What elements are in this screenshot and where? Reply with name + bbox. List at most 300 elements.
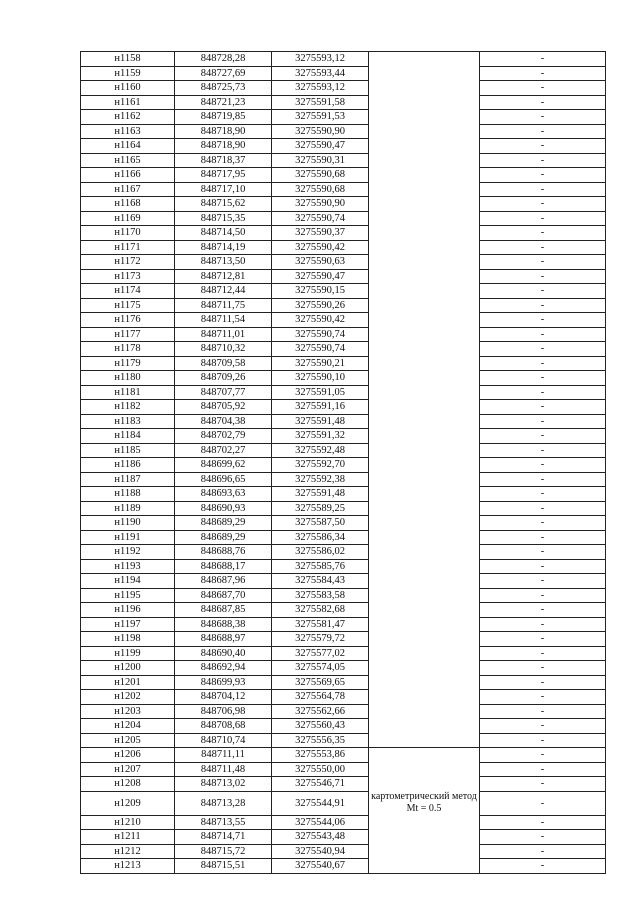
- x-coordinate-cell: 848718,90: [175, 139, 272, 154]
- coordinates-table: [80, 51, 606, 874]
- y-coordinate-cell: 3275590,15: [272, 284, 369, 299]
- point-id-cell: н1206: [81, 748, 175, 763]
- y-coordinate-cell: 3275590,47: [272, 269, 369, 284]
- method-cell: [369, 748, 480, 763]
- error-cell: -: [480, 675, 606, 690]
- y-coordinate-cell: 3275591,58: [272, 95, 369, 110]
- y-coordinate-cell: 3275543,48: [272, 830, 369, 845]
- table-row: [81, 110, 606, 125]
- point-id-cell: н1209: [81, 791, 175, 815]
- method-cell: [369, 574, 480, 589]
- y-coordinate-cell: 3275574,05: [272, 661, 369, 676]
- method-cell: [369, 443, 480, 458]
- point-id-cell: н1168: [81, 197, 175, 212]
- error-cell: -: [480, 182, 606, 197]
- method-cell: [369, 791, 480, 815]
- y-coordinate-cell: 3275586,34: [272, 530, 369, 545]
- y-coordinate-cell: 3275592,48: [272, 443, 369, 458]
- y-coordinate-cell: 3275590,63: [272, 255, 369, 270]
- point-id-cell: н1159: [81, 66, 175, 81]
- x-coordinate-cell: 848711,48: [175, 762, 272, 777]
- error-cell: -: [480, 815, 606, 830]
- y-coordinate-cell: 3275546,71: [272, 777, 369, 792]
- point-id-cell: н1196: [81, 603, 175, 618]
- error-cell: -: [480, 95, 606, 110]
- method-cell: [369, 487, 480, 502]
- point-id-cell: н1213: [81, 859, 175, 874]
- table-row: [81, 66, 606, 81]
- point-id-cell: н1193: [81, 559, 175, 574]
- table-row: [81, 269, 606, 284]
- method-cell: [369, 815, 480, 830]
- error-cell: -: [480, 777, 606, 792]
- point-id-cell: н1178: [81, 342, 175, 357]
- method-cell: [369, 429, 480, 444]
- method-cell: [369, 182, 480, 197]
- table-row: [81, 859, 606, 874]
- table-row: [81, 719, 606, 734]
- y-coordinate-cell: 3275581,47: [272, 617, 369, 632]
- y-coordinate-cell: 3275590,26: [272, 298, 369, 313]
- x-coordinate-cell: 848689,29: [175, 516, 272, 531]
- x-coordinate-cell: 848718,37: [175, 153, 272, 168]
- point-id-cell: н1162: [81, 110, 175, 125]
- x-coordinate-cell: 848709,26: [175, 371, 272, 386]
- table-row: [81, 371, 606, 386]
- method-cell: [369, 733, 480, 748]
- point-id-cell: н1177: [81, 327, 175, 342]
- x-coordinate-cell: 848719,85: [175, 110, 272, 125]
- y-coordinate-cell: 3275591,53: [272, 110, 369, 125]
- table-row: [81, 588, 606, 603]
- y-coordinate-cell: 3275591,48: [272, 414, 369, 429]
- point-id-cell: н1197: [81, 617, 175, 632]
- method-cell: [369, 110, 480, 125]
- point-id-cell: н1181: [81, 385, 175, 400]
- table-row: [81, 472, 606, 487]
- x-coordinate-cell: 848715,35: [175, 211, 272, 226]
- y-coordinate-cell: 3275590,31: [272, 153, 369, 168]
- point-id-cell: н1201: [81, 675, 175, 690]
- error-cell: -: [480, 385, 606, 400]
- y-coordinate-cell: 3275550,00: [272, 762, 369, 777]
- point-id-cell: н1187: [81, 472, 175, 487]
- x-coordinate-cell: 848704,12: [175, 690, 272, 705]
- method-cell: [369, 327, 480, 342]
- method-cell: [369, 545, 480, 560]
- method-cell: [369, 255, 480, 270]
- point-id-cell: н1192: [81, 545, 175, 560]
- error-cell: -: [480, 327, 606, 342]
- table-row: [81, 815, 606, 830]
- table-row: [81, 733, 606, 748]
- method-cell: [369, 400, 480, 415]
- table-row: [81, 704, 606, 719]
- table-row: [81, 342, 606, 357]
- error-cell: -: [480, 588, 606, 603]
- method-cell: [369, 211, 480, 226]
- x-coordinate-cell: 848712,81: [175, 269, 272, 284]
- table-row: [81, 830, 606, 845]
- x-coordinate-cell: 848710,32: [175, 342, 272, 357]
- method-cell: [369, 690, 480, 705]
- x-coordinate-cell: 848704,38: [175, 414, 272, 429]
- x-coordinate-cell: 848714,71: [175, 830, 272, 845]
- y-coordinate-cell: 3275590,68: [272, 168, 369, 183]
- x-coordinate-cell: 848688,97: [175, 632, 272, 647]
- table-row: [81, 240, 606, 255]
- error-cell: -: [480, 313, 606, 328]
- y-coordinate-cell: 3275592,70: [272, 458, 369, 473]
- table-row: [81, 690, 606, 705]
- point-id-cell: н1167: [81, 182, 175, 197]
- y-coordinate-cell: 3275591,05: [272, 385, 369, 400]
- point-id-cell: н1199: [81, 646, 175, 661]
- point-id-cell: н1163: [81, 124, 175, 139]
- x-coordinate-cell: 848688,38: [175, 617, 272, 632]
- error-cell: -: [480, 574, 606, 589]
- point-id-cell: н1191: [81, 530, 175, 545]
- table-row: [81, 182, 606, 197]
- error-cell: -: [480, 859, 606, 874]
- x-coordinate-cell: 848709,58: [175, 356, 272, 371]
- method-cell: [369, 414, 480, 429]
- method-cell: [369, 226, 480, 241]
- method-cell: [369, 472, 480, 487]
- table-row: [81, 197, 606, 212]
- table-row: [81, 762, 606, 777]
- method-cell: [369, 588, 480, 603]
- table-row: [81, 443, 606, 458]
- y-coordinate-cell: 3275590,74: [272, 342, 369, 357]
- x-coordinate-cell: 848714,50: [175, 226, 272, 241]
- method-cell: [369, 298, 480, 313]
- x-coordinate-cell: 848712,44: [175, 284, 272, 299]
- y-coordinate-cell: 3275589,25: [272, 501, 369, 516]
- method-cell: [369, 356, 480, 371]
- error-cell: -: [480, 545, 606, 560]
- point-id-cell: н1204: [81, 719, 175, 734]
- y-coordinate-cell: 3275582,68: [272, 603, 369, 618]
- point-id-cell: н1185: [81, 443, 175, 458]
- error-cell: -: [480, 66, 606, 81]
- method-cell: [369, 168, 480, 183]
- error-cell: -: [480, 791, 606, 815]
- error-cell: -: [480, 211, 606, 226]
- table-row: [81, 661, 606, 676]
- point-id-cell: н1160: [81, 81, 175, 96]
- method-cell: [369, 661, 480, 676]
- table-row: [81, 313, 606, 328]
- x-coordinate-cell: 848707,77: [175, 385, 272, 400]
- x-coordinate-cell: 848715,51: [175, 859, 272, 874]
- error-cell: -: [480, 139, 606, 154]
- x-coordinate-cell: 848713,50: [175, 255, 272, 270]
- error-cell: -: [480, 661, 606, 676]
- y-coordinate-cell: 3275544,91: [272, 791, 369, 815]
- error-cell: -: [480, 269, 606, 284]
- table-row: [81, 748, 606, 763]
- point-id-cell: н1194: [81, 574, 175, 589]
- method-cell: [369, 777, 480, 792]
- table-row: [81, 168, 606, 183]
- table-row: [81, 95, 606, 110]
- x-coordinate-cell: 848702,27: [175, 443, 272, 458]
- error-cell: -: [480, 704, 606, 719]
- y-coordinate-cell: 3275593,12: [272, 52, 369, 67]
- table-row: [81, 844, 606, 859]
- table-row: [81, 139, 606, 154]
- point-id-cell: н1173: [81, 269, 175, 284]
- point-id-cell: н1189: [81, 501, 175, 516]
- method-cell: [369, 530, 480, 545]
- point-id-cell: н1164: [81, 139, 175, 154]
- table-row: [81, 791, 606, 815]
- x-coordinate-cell: 848711,54: [175, 313, 272, 328]
- error-cell: -: [480, 356, 606, 371]
- x-coordinate-cell: 848711,01: [175, 327, 272, 342]
- point-id-cell: н1179: [81, 356, 175, 371]
- error-cell: -: [480, 52, 606, 67]
- x-coordinate-cell: 848702,79: [175, 429, 272, 444]
- error-cell: -: [480, 400, 606, 415]
- x-coordinate-cell: 848688,76: [175, 545, 272, 560]
- method-cell: [369, 458, 480, 473]
- table-row: [81, 487, 606, 502]
- method-cell: [369, 385, 480, 400]
- method-cell: [369, 617, 480, 632]
- error-cell: -: [480, 603, 606, 618]
- table-row: [81, 646, 606, 661]
- y-coordinate-cell: 3275584,43: [272, 574, 369, 589]
- y-coordinate-cell: 3275590,10: [272, 371, 369, 386]
- coordinates-sheet: [80, 51, 602, 874]
- error-cell: -: [480, 458, 606, 473]
- error-cell: -: [480, 226, 606, 241]
- method-cell: [369, 719, 480, 734]
- method-cell: [369, 139, 480, 154]
- method-cell: [369, 704, 480, 719]
- error-cell: -: [480, 342, 606, 357]
- x-coordinate-cell: 848687,70: [175, 588, 272, 603]
- y-coordinate-cell: 3275590,42: [272, 313, 369, 328]
- method-cell: [369, 559, 480, 574]
- y-coordinate-cell: 3275579,72: [272, 632, 369, 647]
- x-coordinate-cell: 848690,93: [175, 501, 272, 516]
- x-coordinate-cell: 848690,40: [175, 646, 272, 661]
- x-coordinate-cell: 848687,85: [175, 603, 272, 618]
- x-coordinate-cell: 848728,28: [175, 52, 272, 67]
- point-id-cell: н1184: [81, 429, 175, 444]
- y-coordinate-cell: 3275590,74: [272, 211, 369, 226]
- y-coordinate-cell: 3275593,12: [272, 81, 369, 96]
- table-row: [81, 516, 606, 531]
- y-coordinate-cell: 3275590,90: [272, 197, 369, 212]
- error-cell: -: [480, 762, 606, 777]
- table-row: [81, 255, 606, 270]
- method-cell: [369, 762, 480, 777]
- x-coordinate-cell: 848711,75: [175, 298, 272, 313]
- error-cell: -: [480, 81, 606, 96]
- table-row: [81, 632, 606, 647]
- point-id-cell: н1176: [81, 313, 175, 328]
- y-coordinate-cell: 3275560,43: [272, 719, 369, 734]
- point-id-cell: н1165: [81, 153, 175, 168]
- error-cell: -: [480, 830, 606, 845]
- method-cell: [369, 313, 480, 328]
- error-cell: -: [480, 124, 606, 139]
- error-cell: -: [480, 284, 606, 299]
- error-cell: -: [480, 414, 606, 429]
- x-coordinate-cell: 848706,98: [175, 704, 272, 719]
- point-id-cell: н1172: [81, 255, 175, 270]
- table-row: [81, 211, 606, 226]
- point-id-cell: н1211: [81, 830, 175, 845]
- x-coordinate-cell: 848725,73: [175, 81, 272, 96]
- method-cell: [369, 52, 480, 67]
- method-cell: [369, 859, 480, 874]
- error-cell: -: [480, 748, 606, 763]
- table-row: [81, 81, 606, 96]
- x-coordinate-cell: 848714,19: [175, 240, 272, 255]
- x-coordinate-cell: 848708,68: [175, 719, 272, 734]
- point-id-cell: н1208: [81, 777, 175, 792]
- point-id-cell: н1212: [81, 844, 175, 859]
- x-coordinate-cell: 848705,92: [175, 400, 272, 415]
- table-row: [81, 385, 606, 400]
- y-coordinate-cell: 3275590,74: [272, 327, 369, 342]
- method-cell: [369, 240, 480, 255]
- method-cell: [369, 66, 480, 81]
- table-row: [81, 153, 606, 168]
- y-coordinate-cell: 3275569,65: [272, 675, 369, 690]
- y-coordinate-cell: 3275592,38: [272, 472, 369, 487]
- error-cell: -: [480, 501, 606, 516]
- point-id-cell: н1195: [81, 588, 175, 603]
- x-coordinate-cell: 848715,72: [175, 844, 272, 859]
- error-cell: -: [480, 844, 606, 859]
- y-coordinate-cell: 3275591,32: [272, 429, 369, 444]
- y-coordinate-cell: 3275585,76: [272, 559, 369, 574]
- x-coordinate-cell: 848699,62: [175, 458, 272, 473]
- error-cell: -: [480, 530, 606, 545]
- point-id-cell: н1210: [81, 815, 175, 830]
- error-cell: -: [480, 646, 606, 661]
- x-coordinate-cell: 848713,28: [175, 791, 272, 815]
- point-id-cell: н1186: [81, 458, 175, 473]
- y-coordinate-cell: 3275583,58: [272, 588, 369, 603]
- error-cell: -: [480, 168, 606, 183]
- x-coordinate-cell: 848718,90: [175, 124, 272, 139]
- x-coordinate-cell: 848711,11: [175, 748, 272, 763]
- method-cell: [369, 153, 480, 168]
- y-coordinate-cell: 3275586,02: [272, 545, 369, 560]
- x-coordinate-cell: 848710,74: [175, 733, 272, 748]
- x-coordinate-cell: 848696,65: [175, 472, 272, 487]
- table-row: [81, 429, 606, 444]
- table-row: [81, 414, 606, 429]
- method-cell: [369, 371, 480, 386]
- error-cell: -: [480, 617, 606, 632]
- y-coordinate-cell: 3275587,50: [272, 516, 369, 531]
- method-note: картометрический метод Mt = 0.5: [371, 791, 477, 814]
- y-coordinate-cell: 3275544,06: [272, 815, 369, 830]
- method-cell: [369, 81, 480, 96]
- x-coordinate-cell: 848693,63: [175, 487, 272, 502]
- method-cell: [369, 844, 480, 859]
- method-cell: [369, 516, 480, 531]
- table-row: [81, 603, 606, 618]
- table-row: [81, 52, 606, 67]
- table-row: [81, 124, 606, 139]
- point-id-cell: н1174: [81, 284, 175, 299]
- table-row: [81, 530, 606, 545]
- table-row: [81, 327, 606, 342]
- table-row: [81, 675, 606, 690]
- x-coordinate-cell: 848717,95: [175, 168, 272, 183]
- point-id-cell: н1161: [81, 95, 175, 110]
- point-id-cell: н1200: [81, 661, 175, 676]
- point-id-cell: н1175: [81, 298, 175, 313]
- y-coordinate-cell: 3275590,37: [272, 226, 369, 241]
- error-cell: -: [480, 153, 606, 168]
- error-cell: -: [480, 429, 606, 444]
- point-id-cell: н1205: [81, 733, 175, 748]
- error-cell: -: [480, 472, 606, 487]
- table-row: [81, 284, 606, 299]
- x-coordinate-cell: 848687,96: [175, 574, 272, 589]
- y-coordinate-cell: 3275590,21: [272, 356, 369, 371]
- error-cell: -: [480, 632, 606, 647]
- y-coordinate-cell: 3275591,16: [272, 400, 369, 415]
- point-id-cell: н1207: [81, 762, 175, 777]
- error-cell: -: [480, 733, 606, 748]
- point-id-cell: н1166: [81, 168, 175, 183]
- table-row: [81, 617, 606, 632]
- point-id-cell: н1182: [81, 400, 175, 415]
- x-coordinate-cell: 848715,62: [175, 197, 272, 212]
- table-row: [81, 356, 606, 371]
- point-id-cell: н1170: [81, 226, 175, 241]
- error-cell: -: [480, 516, 606, 531]
- point-id-cell: н1190: [81, 516, 175, 531]
- table-row: [81, 400, 606, 415]
- error-cell: -: [480, 240, 606, 255]
- method-cell: [369, 284, 480, 299]
- y-coordinate-cell: 3275577,02: [272, 646, 369, 661]
- table-row: [81, 559, 606, 574]
- table-row: [81, 777, 606, 792]
- table-row: [81, 298, 606, 313]
- table-row: [81, 458, 606, 473]
- method-cell: [369, 632, 480, 647]
- table-row: [81, 545, 606, 560]
- method-cell: [369, 646, 480, 661]
- point-id-cell: н1202: [81, 690, 175, 705]
- point-id-cell: н1171: [81, 240, 175, 255]
- error-cell: -: [480, 110, 606, 125]
- error-cell: -: [480, 371, 606, 386]
- y-coordinate-cell: 3275556,35: [272, 733, 369, 748]
- point-id-cell: н1198: [81, 632, 175, 647]
- method-cell: [369, 603, 480, 618]
- x-coordinate-cell: 848688,17: [175, 559, 272, 574]
- x-coordinate-cell: 848717,10: [175, 182, 272, 197]
- method-cell: [369, 124, 480, 139]
- error-cell: -: [480, 298, 606, 313]
- y-coordinate-cell: 3275593,44: [272, 66, 369, 81]
- y-coordinate-cell: 3275540,94: [272, 844, 369, 859]
